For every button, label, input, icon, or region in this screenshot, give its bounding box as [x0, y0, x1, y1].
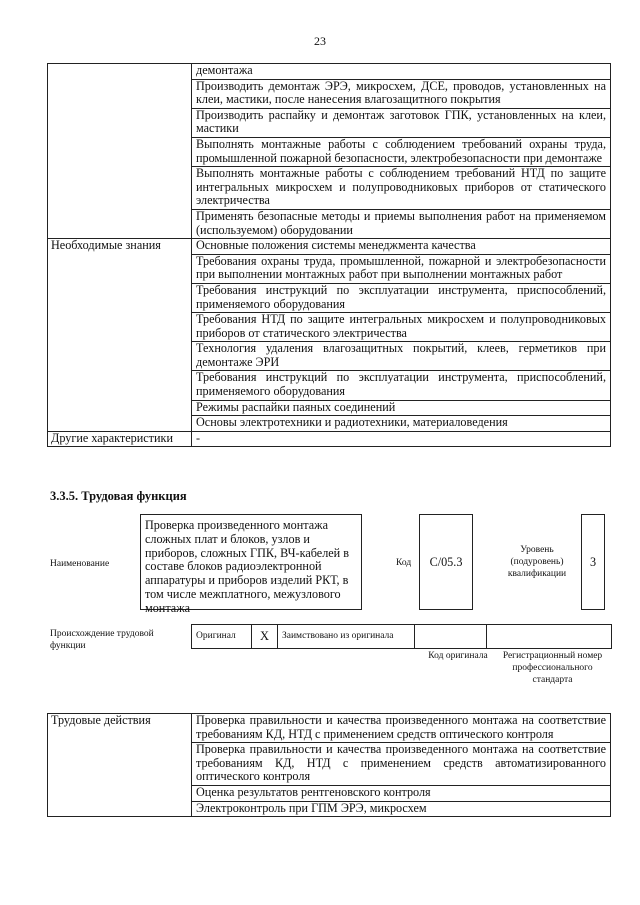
knowledge-item: Требования охраны труда, промышленной, пожарной и электробезопасности при выполнении монтажных работ при выполнении монтажных работ [192, 254, 611, 283]
function-code-value: C/05.3 [429, 554, 463, 569]
original-mark: X [252, 625, 278, 649]
skills-knowledge-table [47, 63, 611, 447]
other-characteristics-value: - [192, 431, 611, 447]
function-code-box [419, 514, 473, 610]
table-row [48, 239, 611, 255]
knowledge-item: Требования инструкций по эксплуатации инструмента, приспособлений, применяемого оборудования [192, 371, 611, 400]
table-row [192, 625, 612, 649]
knowledge-item: Требования НТД по защите интегральных микросхем и полупроводниковых приборов от статического электричества [192, 313, 611, 342]
original-label: Оригинал [192, 625, 252, 649]
labour-actions-label: Трудовые действия [48, 714, 192, 817]
code-original-caption: Код оригинала [428, 651, 488, 661]
knowledge-item: Требования инструкций по эксплуатации инструмента, приспособлений, применяемого оборудования [192, 283, 611, 312]
origin-label: Происхождение трудовой функции [50, 629, 154, 651]
function-name-box [140, 514, 362, 615]
qualification-level-box [581, 514, 605, 610]
function-name-value: Проверка произведенного монтажа сложных плат и блоков, узлов и приборов, сложных ГПК, ВЧ-кабелей в составе блоков радиоэлектронной аппаратуры и приборов изделий РКТ, в том числе межплатного, межузлового монтажа [145, 518, 350, 615]
labour-actions-table [47, 713, 611, 817]
code-label: Код [396, 558, 412, 568]
skills-label-cell [48, 64, 192, 239]
name-label: Наименование [50, 559, 110, 569]
skill-item: Выполнять монтажные работы с соблюдением требований охраны труда, промышленной пожарной безопасности, электробезопасности при демонтаже [192, 137, 611, 166]
skill-item: Выполнять монтажные работы с соблюдением требований НТД по защите интегральных микросхем и полупроводниковых приборов от статического электричества [192, 167, 611, 210]
skill-item: демонтажа [192, 64, 611, 80]
knowledge-label: Необходимые знания [48, 239, 192, 432]
labour-action-item: Проверка правильности и качества произведенного монтажа на соответствие требованиям КД, НТД с применением средств оптического контроля [192, 714, 611, 743]
registration-number-caption: Регистрационный номер профессионального стандарта [502, 651, 603, 685]
other-characteristics-label: Другие характеристики [48, 431, 192, 447]
origin-table [191, 624, 612, 649]
qualification-level-value: 3 [589, 554, 597, 569]
knowledge-item: Основы электротехники и радиотехники, материаловедения [192, 416, 611, 432]
labour-action-item: Электроконтроль при ГПМ ЭРЭ, микросхем [192, 801, 611, 817]
skill-item: Производить распайку и демонтаж заготовок ГПК, установленных на клеи, мастики [192, 108, 611, 137]
table-row [48, 714, 611, 743]
table-row [48, 64, 611, 80]
knowledge-item: Основные положения системы менеджмента качества [192, 239, 611, 255]
skill-item: Применять безопасные методы и приемы выполнения работ на применяемом (используемом) оборудовании [192, 209, 611, 238]
page-number: 23 [314, 34, 326, 48]
section-heading: 3.3.5. Трудовая функция [50, 489, 187, 503]
labour-action-item: Оценка результатов рентгеновского контроля [192, 785, 611, 801]
knowledge-item: Технология удаления влагозащитных покрытий, клеев, герметиков при демонтаже ЭРИ [192, 342, 611, 371]
registration-number-cell [487, 625, 612, 649]
knowledge-item: Режимы распайки паяных соединений [192, 400, 611, 416]
level-label: Уровень (подуровень) квалификации [507, 545, 567, 579]
labour-action-item: Проверка правильности и качества произведенного монтажа на соответствие требованиям КД, НТД с применением средств автоматизированного оптического контроля [192, 743, 611, 786]
table-row [48, 431, 611, 447]
origin-code-cell [415, 625, 487, 649]
skill-item: Производить демонтаж ЭРЭ, микросхем, ДСЕ, проводов, установленных на клеи, мастики, после нанесения влагозащитного покрытия [192, 79, 611, 108]
borrowed-label: Заимствовано из оригинала [278, 625, 415, 649]
